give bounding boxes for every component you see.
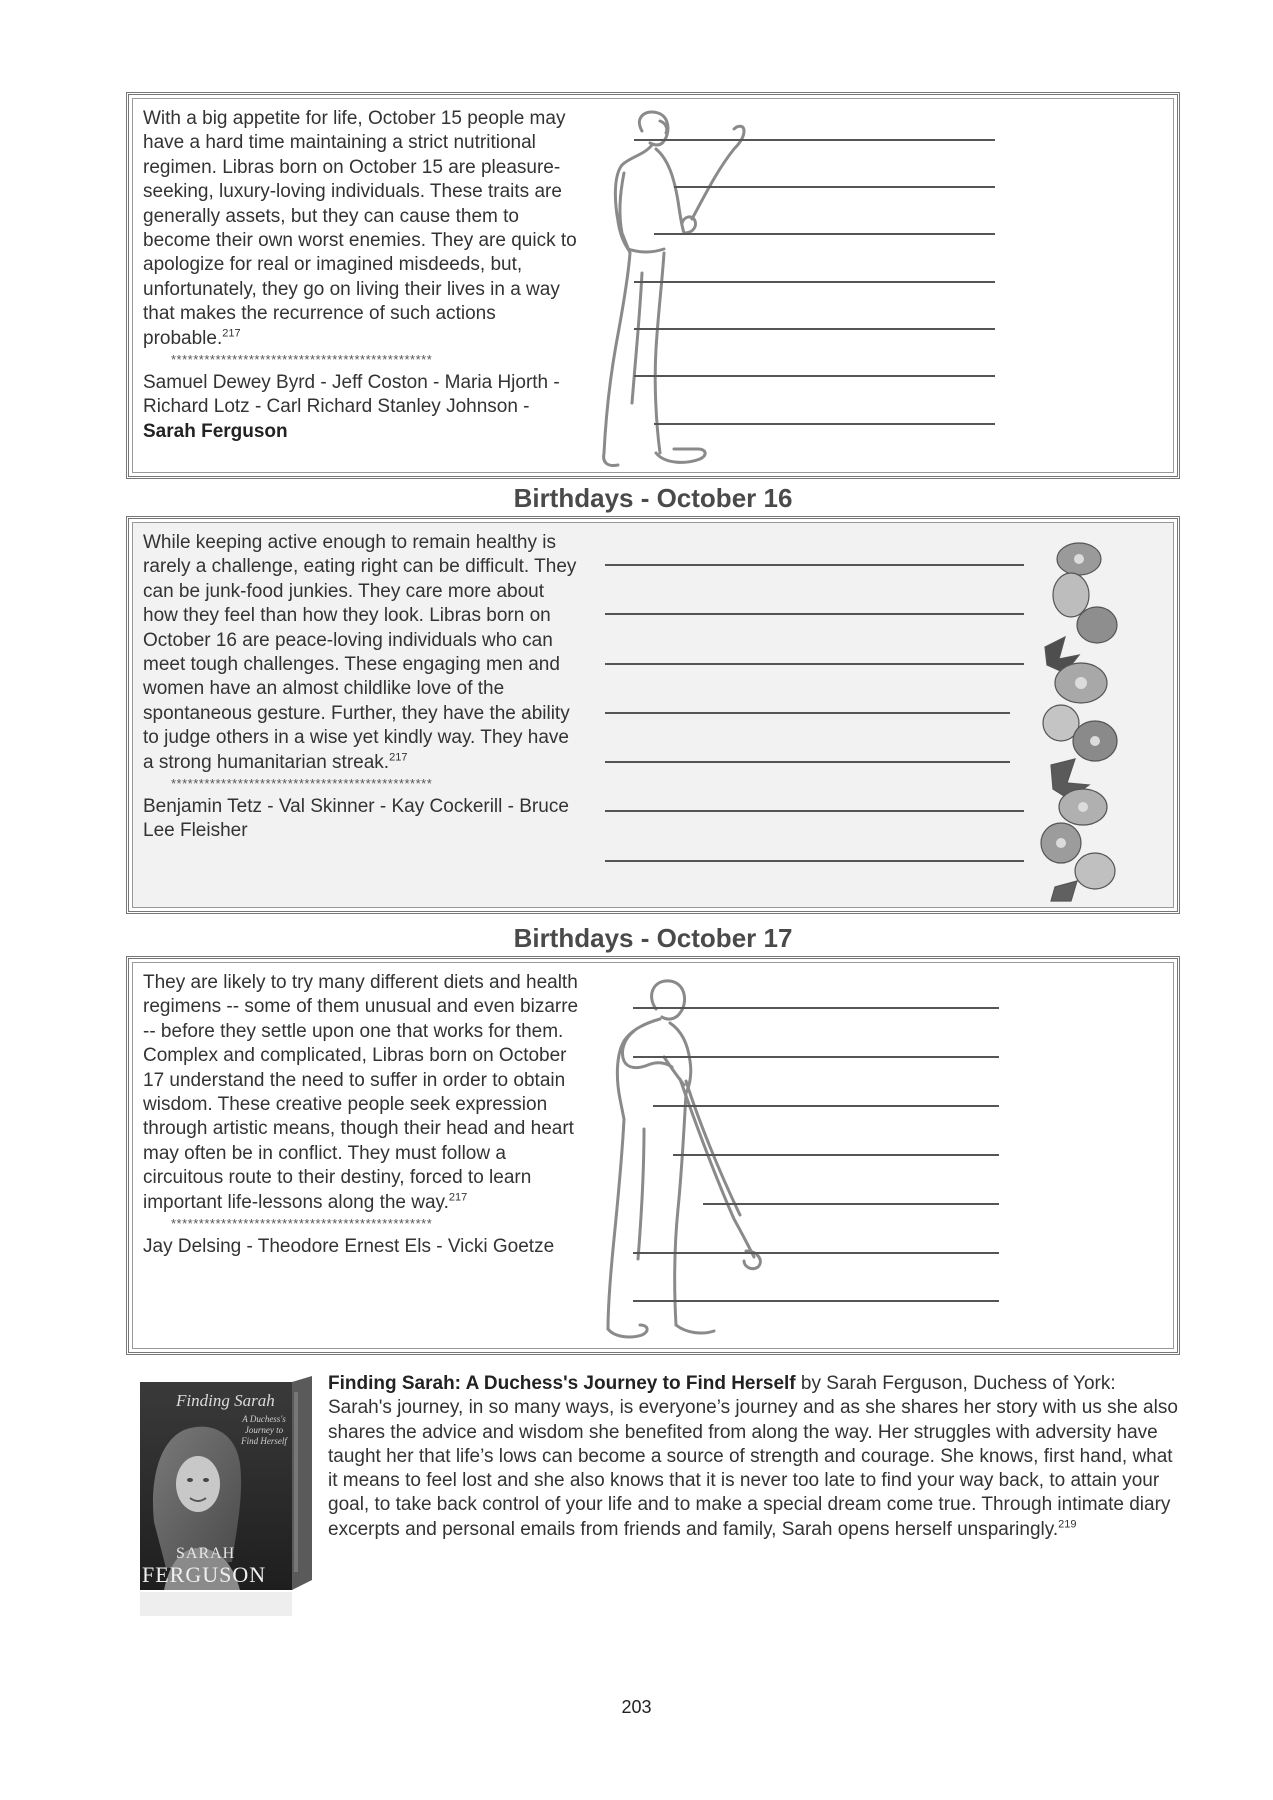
book-cover-author-first: SARAH	[176, 1545, 236, 1562]
oct16-writing-line-2	[605, 613, 1024, 615]
oct15-names	[143, 371, 583, 444]
golfer-figure-2	[594, 969, 794, 1349]
oct16-writing-line-6	[605, 810, 1024, 812]
book-footnote: 219	[1058, 1518, 1077, 1531]
oct15-writing-line-5	[634, 328, 995, 330]
oct15-footnote: 217	[222, 327, 241, 340]
oct15-writing-line-7	[654, 423, 995, 425]
oct16-writing-line-3	[605, 663, 1024, 665]
oct16-description	[143, 531, 583, 775]
oct15-writing-line-2	[674, 186, 995, 188]
oct15-separator: ***********************************************	[171, 353, 433, 368]
oct17-writing-line-5	[703, 1203, 999, 1205]
page-number: 203	[621, 1697, 652, 1717]
oct15-description	[143, 107, 583, 351]
oct15-description-text: With a big appetite for life, October 15 people may have a hard time maintaining a strict nutritional regimen. Libras born on October 15 are pleasure-seeking, luxury-loving individuals. These traits are generally assets, but they can cause them to become their own worst enemies. They are quick to apologize for real or imagined misdeeds, but, unfortunately, they go on living their lives in a way that makes the recurrence of such actions probable.	[143, 108, 577, 349]
oct17-box	[126, 956, 1180, 1355]
oct17-box-inner	[132, 962, 1174, 1349]
oct16-heading: Birthdays - October 16	[513, 483, 793, 513]
oct17-description	[143, 971, 583, 1215]
oct15-writing-line-4	[634, 281, 995, 283]
oct16-writing-line-7	[605, 860, 1024, 862]
oct17-heading: Birthdays - October 17	[513, 923, 793, 953]
oct16-description-text: While keeping active enough to remain healthy is rarely a challenge, eating right can be difficult. They can be junk-food junkies. They care more about how they feel than how they look. Libras born on October 16 are peace-loving individuals who can meet tough challenges. These engaging men and women have an almost childlike love of the spontaneous gesture. Further, they have the ability to judge others in a wise yet kindly way. They have a strong humanitarian streak.	[143, 532, 577, 773]
oct17-writing-line-2	[633, 1056, 999, 1058]
oct15-writing-line-1	[634, 139, 995, 141]
book-feature	[136, 1372, 1180, 1622]
oct15-names-bold: Sarah Ferguson	[143, 420, 288, 442]
oct15-names-list: Samuel Dewey Byrd - Jeff Coston - Maria Hjorth - Richard Lotz - Carl Richard Stanley Johnson -	[143, 372, 560, 418]
oct15-text	[143, 107, 583, 444]
oct17-names: Jay Delsing - Theodore Ernest Els - Vicki Goetze	[143, 1236, 555, 1258]
book-description-block	[328, 1372, 1180, 1542]
book-description-text: by Sarah Ferguson, Duchess of York: Sarah's journey, in so many ways, is everyone’s journey and as she shares her story with us she also shares the advice and wisdom she benefited from along the way. Her struggles with adversity have taught her that life’s lows can become a source of strength and courage. She knows, first hand, what it means to feel lost and she also knows that it is never too late to find your way back, to attain your goal, to take back control of your life and to make a special dream come true. Through intimate diary excerpts and personal emails from friends and family, Sarah opens herself unsparingly.	[328, 1373, 1178, 1540]
book-cover-title: Finding Sarah	[176, 1391, 275, 1410]
oct17-writing-line-7	[633, 1300, 999, 1302]
oct16-footnote: 217	[389, 751, 408, 764]
oct17-writing-line-1	[633, 1007, 999, 1009]
oct16-writing-line-4	[605, 712, 1010, 714]
book-cover-author-last: FERGUSON	[142, 1562, 267, 1587]
golfer-figure-1	[594, 103, 774, 473]
book-description	[328, 1372, 1180, 1542]
book-title: Finding Sarah: A Duchess's Journey to Find Herself	[328, 1373, 796, 1394]
oct16-writing-line-1	[605, 564, 1024, 566]
oct15-box	[126, 92, 1180, 479]
oct17-footnote: 217	[448, 1191, 468, 1204]
oct16-text	[143, 531, 583, 844]
floral-border-image	[1031, 537, 1127, 907]
oct17-writing-line-4	[673, 1154, 999, 1156]
oct16-separator: ***********************************************	[171, 777, 433, 792]
oct15-box-inner	[132, 98, 1174, 473]
oct16-box-inner	[132, 522, 1174, 908]
oct17-writing-line-3	[653, 1105, 999, 1107]
oct17-writing-line-6	[633, 1252, 999, 1254]
oct15-writing-line-6	[634, 375, 995, 377]
oct16-names: Benjamin Tetz - Val Skinner - Kay Cockerill - Bruce Lee Fleisher	[143, 796, 569, 842]
oct17-separator: ***********************************************	[171, 1217, 433, 1232]
oct17-text	[143, 971, 583, 1259]
oct16-box	[126, 516, 1180, 914]
oct17-description-text: They are likely to try many different diets and health regimens -- some of them unusual and even bizarre -- before they settle upon one that works for them. Complex and complicated, Libras born on October 17 understand the need to suffer in order to obtain wisdom. These creative people seek expression through artistic means, though their head and heart may often be in conflict. They must follow a circuitous route to their destiny, forced to learn important life-lessons along the way.	[143, 972, 579, 1213]
book-cover-image	[136, 1372, 322, 1616]
book-cover-subtitle: A Duchess's Journey to Find Herself	[241, 1414, 287, 1446]
oct15-writing-line-3	[654, 233, 995, 235]
oct16-writing-line-5	[605, 761, 1010, 763]
